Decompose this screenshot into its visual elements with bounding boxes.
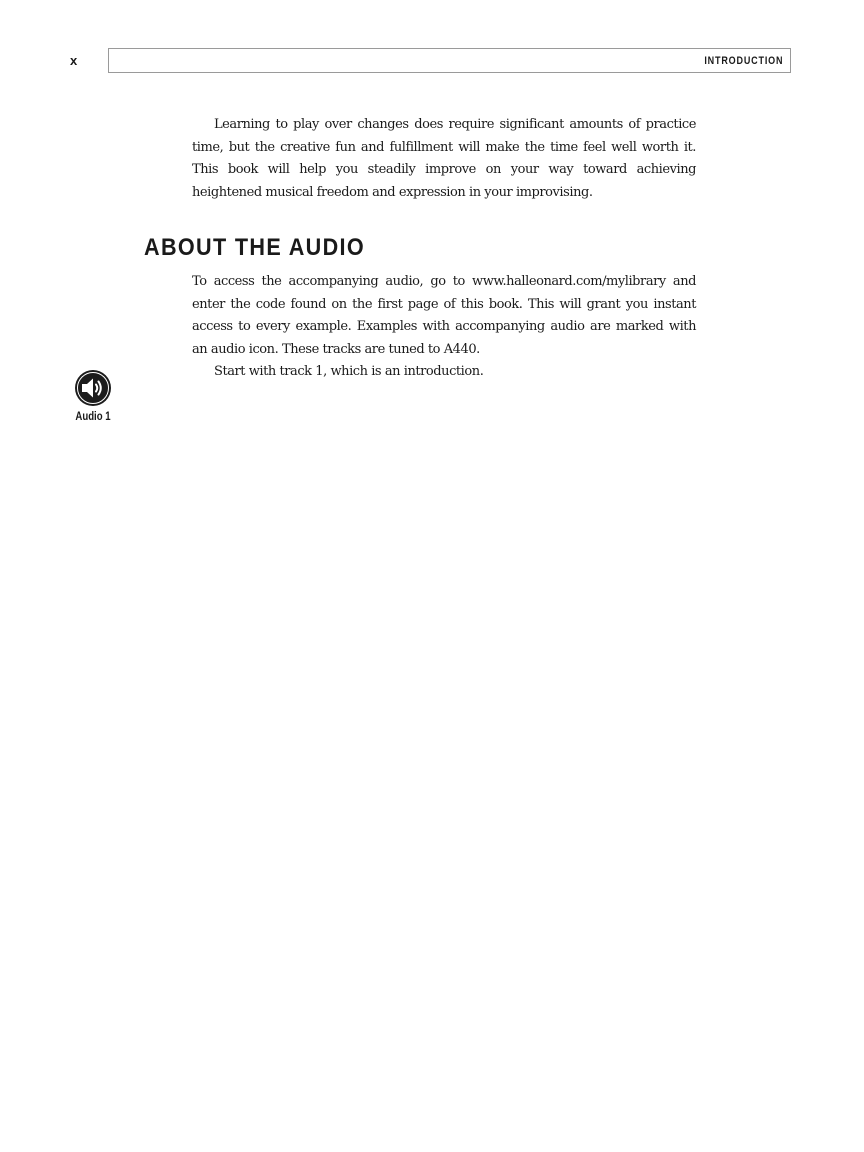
audio-access-paragraph: To access the accompanying audio, go to www.halleonard.com/mylibrary and enter the code found on the first page of this book. This will grant you instant access to every example. Examples with accompanying audio are marked with an audio icon. These tracks are tuned to A440. (192, 274, 696, 357)
running-header (108, 48, 791, 73)
audio-marker[interactable] (70, 369, 116, 423)
page-number: x (70, 53, 78, 68)
audio-label: Audio 1 (75, 409, 111, 423)
about-audio-text (192, 271, 696, 384)
start-track-paragraph: Start with track 1, which is an introduction. (214, 364, 484, 379)
section-heading: ABOUT THE AUDIO (144, 234, 366, 261)
intro-text (192, 114, 696, 204)
intro-paragraph: Learning to play over changes does require significant amounts of practice time, but the creative fun and fulfillment will make the time feel well worth it. This book will help you steadily improve on your way toward achieving heightened musical freedom and expression in your improvising. (192, 117, 696, 200)
running-header-title: INTRODUCTION (704, 55, 783, 67)
speaker-icon[interactable] (74, 369, 112, 407)
